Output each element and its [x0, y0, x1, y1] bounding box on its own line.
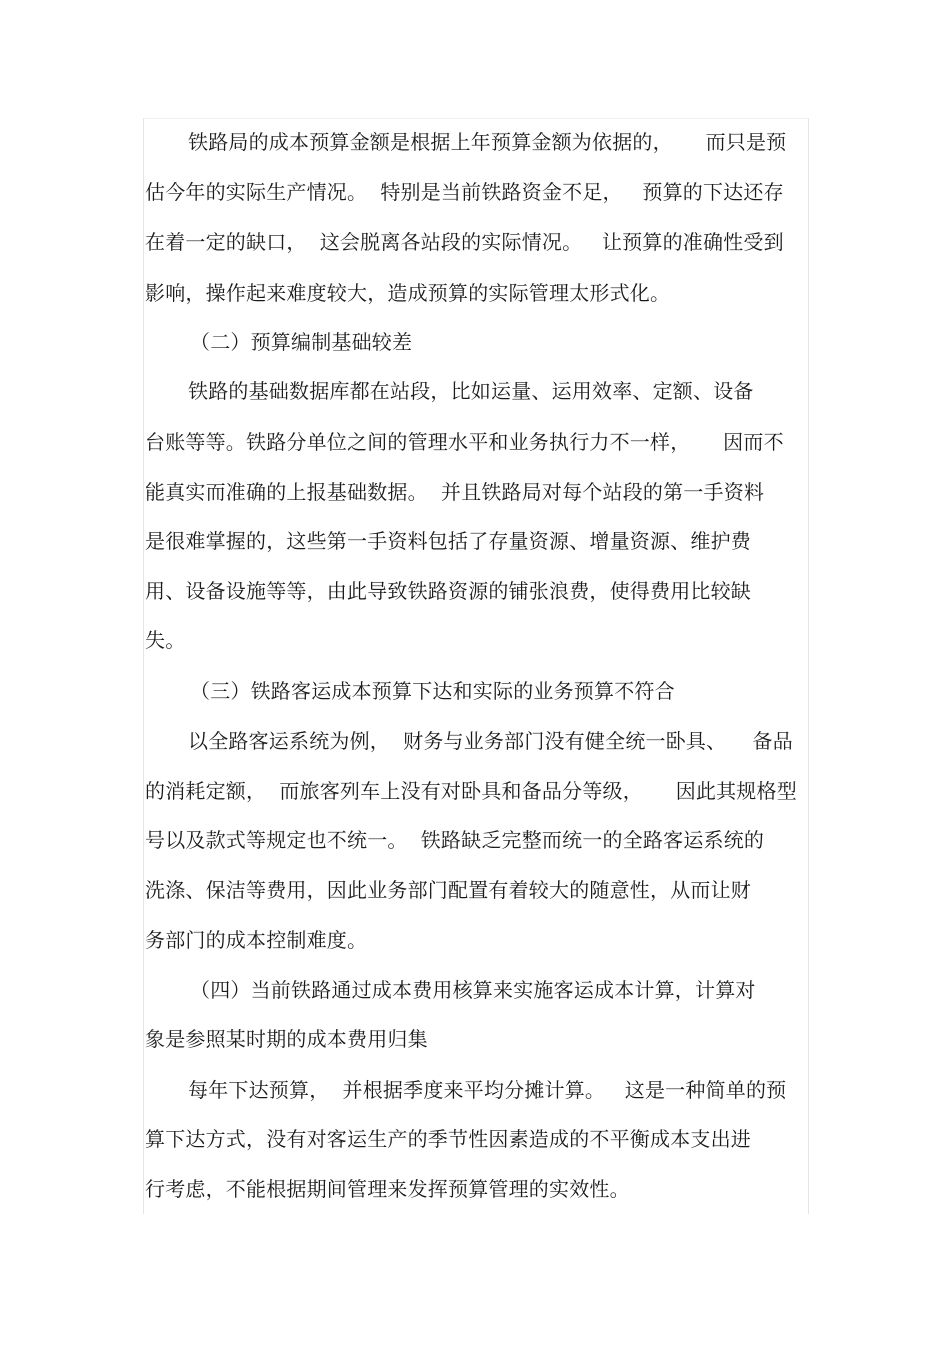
paragraph-2-line-4: 是很难掌握的，这些第一手资料包括了存量资源、增量资源、维护费: [145, 529, 751, 553]
paragraph-4-line-2: 算下达方式，没有对客运生产的季节性因素造成的不平衡成本支出进: [145, 1127, 751, 1151]
paragraph-2-line-1: 铁路的基础数据库都在站段，比如运量、运用效率、定额、设备: [188, 379, 754, 403]
paragraph-2-line-2: 台账等等。铁路分单位之间的管理水平和业务执行力不一样， 因而不: [145, 430, 784, 454]
paragraph-3-line-5: 务部门的成本控制难度。: [145, 928, 368, 952]
paragraph-3-line-2: 的消耗定额， 而旅客列车上没有对卧具和备品分等级， 因此其规格型: [145, 779, 797, 803]
section-heading-3: （三）铁路客运成本预算下达和实际的业务预算不符合: [190, 679, 675, 703]
paragraph-1-line-1: 铁路局的成本预算金额是根据上年预算金额为依据的， 而只是预: [188, 130, 787, 154]
paragraph-3-line-4: 洗涤、保洁等费用，因此业务部门配置有着较大的随意性，从而让财: [145, 878, 751, 902]
paragraph-1-line-2: 估今年的实际生产情况。 特别是当前铁路资金不足， 预算的下达还存: [145, 180, 784, 204]
section-heading-4-line-1: （四）当前铁路通过成本费用核算来实施客运成本计算，计算对: [190, 978, 756, 1002]
paragraph-4-line-3: 行考虑，不能根据期间管理来发挥预算管理的实效性。: [145, 1177, 630, 1201]
paragraph-1-line-3: 在着一定的缺口， 这会脱离各站段的实际情况。 让预算的准确性受到: [145, 230, 784, 254]
paragraph-3-line-1: 以全路客运系统为例， 财务与业务部门没有健全统一卧具、 备品: [188, 729, 793, 753]
paragraph-3-line-3: 号以及款式等规定也不统一。 铁路缺乏完整而统一的全路客运系统的: [145, 828, 765, 852]
paragraph-2-line-5: 用、设备设施等等，由此导致铁路资源的铺张浪费，使得费用比较缺: [145, 579, 751, 603]
paragraph-1-line-4: 影响，操作起来难度较大，造成预算的实际管理太形式化。: [145, 281, 671, 305]
section-heading-2: （二）预算编制基础较差: [190, 330, 413, 354]
paragraph-2-line-3: 能真实而准确的上报基础数据。 并且铁路局对每个站段的第一手资料: [145, 480, 765, 504]
section-heading-4-line-2: 象是参照某时期的成本费用归集: [145, 1027, 428, 1051]
paragraph-2-line-6: 失。: [145, 628, 186, 652]
paragraph-4-line-1: 每年下达预算， 并根据季度来平均分摊计算。 这是一种简单的预: [188, 1078, 787, 1102]
